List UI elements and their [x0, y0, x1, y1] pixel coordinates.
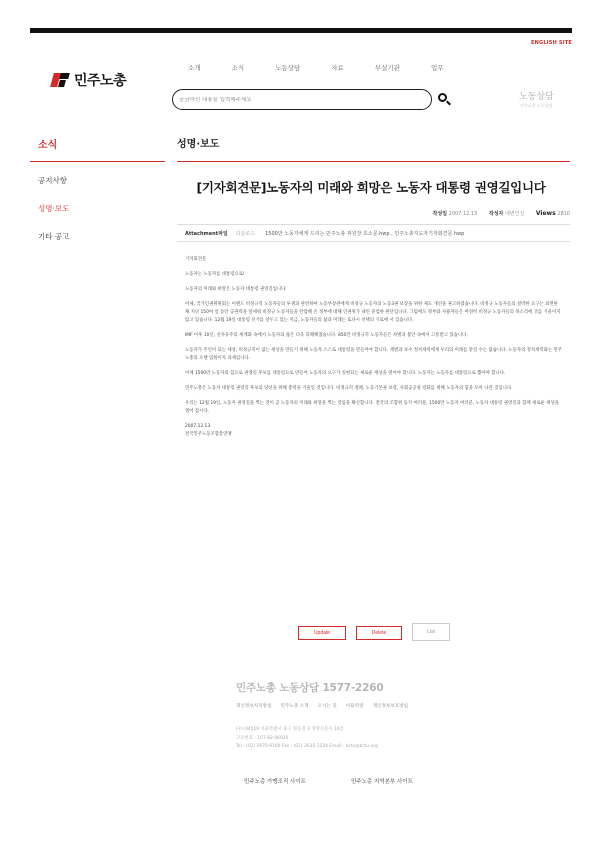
footer-links [236, 703, 408, 709]
business-number: 고유번호 : 107-82-06935 [236, 735, 289, 741]
attachment-files-link[interactable]: 1500만 노동자에게 드리는 민주노총 위원장 호소문.hwp , 민주노총지도자기자회견문.hwp [265, 230, 465, 237]
body-paragraph: 민주노총은 노동자 대통령 권영길 후보의 당선을 위해 총력을 기울일 것입니다. 비정규직 철폐, 노동기본권 보장, 사회공공성 강화를 위해 노동자의 힘을 모아 나갈 것입니다. [185, 386, 513, 391]
sidebar-title: 소식 [38, 140, 58, 151]
views-label: Views [535, 210, 556, 217]
body-paragraph: IMF 이후 10년, 신자유주의 세계화 속에서 노동자의 삶은 더욱 피폐해졌습니다. 850만 비정규직 노동자들은 차별과 불안 속에서 고통받고 있습니다. [185, 333, 468, 338]
page-title: 성명·보도 [177, 139, 220, 150]
update-button[interactable]: Update [298, 626, 346, 640]
sidebar-item-notices[interactable]: 공지사항 [38, 176, 67, 185]
body-paragraph: 노동자가 주인이 되는 세상, 비정규직이 없는 세상을 만들기 위해 노동자 스스로 대통령을 만들어야 합니다. 재벌과 보수 정치세력에게 우리의 미래를 맡길 수는 없습니다. 노동자의 정치세력화는 민주노총의 오랜 염원이자 과제입니다. [185, 348, 562, 361]
footer-link-directions[interactable]: 오시는 길 [317, 704, 337, 709]
regional-sites-link[interactable]: 민주노총 지역본부 사이트 [350, 779, 413, 785]
logo-text: 민주노총 [74, 73, 127, 89]
search-input[interactable] [179, 97, 419, 103]
consult-link[interactable] [519, 89, 554, 109]
author-label: 작성자 [488, 211, 504, 217]
post-actions [298, 626, 450, 641]
body-paragraph: 기자회견문 [185, 257, 207, 262]
post-title: [기자회견문]노동자의 미래와 희망은 노동자 대통령 권영길입니다 [196, 180, 546, 195]
consult-subtitle: 민주노총 노동상담 [520, 103, 553, 108]
nav-item-resources[interactable]: 자료 [331, 64, 344, 72]
attachment-row [177, 224, 570, 242]
top-bar [30, 28, 572, 33]
attachment-label: Attachment파일 [185, 230, 228, 237]
attachment-download[interactable]: 다운로드 [235, 230, 256, 237]
body-paragraph: 노동자는 노동자를 대통령으로! [185, 272, 245, 277]
site-logo[interactable] [52, 70, 126, 90]
nav-item-news[interactable]: 소식 [231, 64, 245, 72]
consult-title: 노동상담 [519, 92, 554, 102]
footer-link-privacy-policy[interactable]: 개인정보보호방침 [372, 704, 409, 709]
address-line: (우) 04519 서울특별시 중구 정동길 3 경향신문사 14층 [236, 727, 344, 732]
delete-button[interactable]: Delete [356, 626, 402, 640]
post-date: 2007.12.13 [448, 211, 478, 217]
search-box [172, 89, 432, 110]
nav-item-work[interactable]: 업무 [430, 64, 444, 72]
sidebar-item-statements[interactable]: 성명·보도 [38, 204, 70, 213]
affiliate-sites-link[interactable]: 민주노총 가맹조직 사이트 [244, 779, 306, 785]
contact-line: Tel : (02) 2670-9100 Fax : (02) 2635-1134 Email : kctu@kctu.org [236, 744, 378, 749]
footer-link-about[interactable]: 민주노총 소개 [280, 704, 309, 709]
footer-phone: 민주노총 노동상담 1577-2260 [236, 682, 384, 694]
page-title-divider [177, 161, 570, 162]
post-author: 대변인실 [504, 211, 525, 217]
search-icon[interactable] [437, 92, 451, 106]
footer-link-privacy[interactable]: 개인정보처리방침 [236, 704, 272, 709]
nav-item-about[interactable]: 소개 [188, 64, 201, 72]
footer-sites [244, 777, 413, 785]
footer-address [236, 726, 378, 752]
body-paragraph: 어제, 국가인권위원회는 이랜드 비정규직 노동자들의 투쟁과 관련하여 노동부장관에게 비정규 노동자의 노동3권 보장을 위한 제도 개선을 권고하였습니다. 비정규 노동자들의 절박한 요구는 외면한 채 지난 150여 일 동안 공권력을 앞세워 비정규 노동자들을 탄압해 온 정부에 대해 인권위가 내린 준엄한 판단입니다. 그럼에도 정부와 사용자들은 여전히 비정규 노동자들의 목소리에 귀를 기울이지 않고 있습니다. 12월 19일 대통령 선거를 앞두고 있는 지금, 노동자들의 삶과 미래는 또다시 선택의 기로에 서 있습니다. [185, 302, 561, 323]
date-label: 작성일 [432, 211, 448, 217]
main-nav [188, 63, 475, 72]
sidebar-item-other-notices[interactable]: 기타 공고 [38, 232, 70, 241]
body-paragraph: 우리는 12월 19일, 노동자 권영길을 찍는 것이 곧 노동자의 미래와 희망을 찍는 것임을 확신합니다. 전국의 조합원 동지 여러분, 1500만 노동자 여러분, 노동자 대통령 권영길과 함께 새로운 세상을 열어 갑시다. [185, 401, 559, 414]
body-signature: 전국민주노동조합총연맹 [185, 432, 232, 437]
body-paragraph: 노동자의 미래와 희망은 노동자 대통령 권영길입니다. [185, 287, 287, 292]
sidebar-menu [38, 175, 69, 259]
english-site-link[interactable]: ENGLISH SITE [531, 40, 572, 46]
post-body [185, 256, 563, 446]
nav-item-affiliates[interactable]: 부설기관 [374, 64, 400, 72]
body-paragraph: 이제 1500만 노동자의 힘으로 권영길 후보를 대통령으로 만들어 노동자의 요구가 실현되는 새로운 세상을 열어야 합니다. 노동자는 노동자를 대통령으로 뽑아야 합니다. [185, 371, 506, 376]
nav-item-consult[interactable]: 노동상담 [275, 64, 301, 72]
body-date: 2007.12.13. [185, 424, 212, 429]
footer-link-terms[interactable]: 이용약관 [345, 704, 364, 709]
list-button[interactable]: List [412, 623, 450, 641]
sidebar-divider [30, 161, 165, 162]
logo-mark-icon [52, 73, 70, 87]
views-count: 2810 [557, 211, 570, 217]
post-meta [433, 210, 570, 217]
